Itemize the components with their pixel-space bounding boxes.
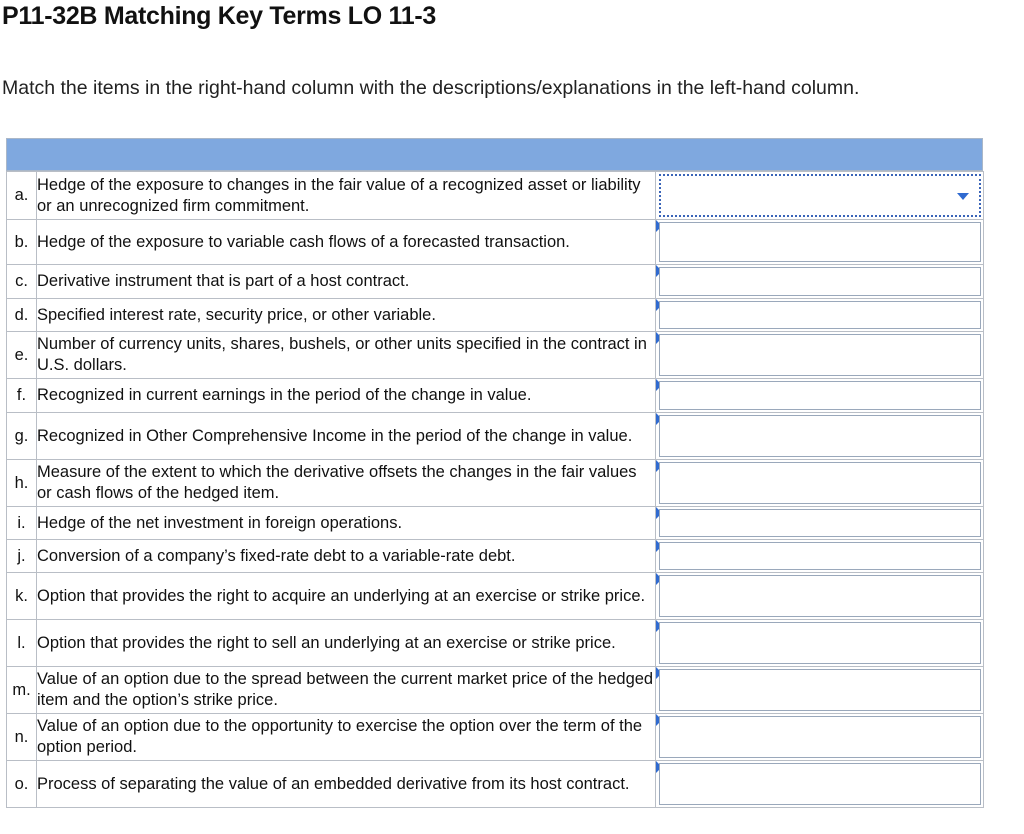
table-row: [7, 540, 984, 573]
row-letter: n.: [7, 714, 37, 761]
answer-select[interactable]: [659, 542, 981, 570]
answer-select[interactable]: [659, 462, 981, 504]
row-letter: b.: [7, 220, 37, 265]
answer-cell: [656, 573, 984, 620]
answer-select[interactable]: [659, 174, 981, 217]
row-letter: o.: [7, 761, 37, 808]
table-row: [7, 460, 984, 507]
answer-select[interactable]: [659, 716, 981, 758]
table-row: [7, 299, 984, 332]
row-description: Hedge of the exposure to changes in the fair value of a recognized asset or liability or an unrecognized firm commitment.: [37, 172, 656, 220]
row-letter: h.: [7, 460, 37, 507]
row-letter: f.: [7, 379, 37, 413]
answer-cell: [656, 667, 984, 714]
row-letter: g.: [7, 413, 37, 460]
answer-select[interactable]: [659, 575, 981, 617]
row-description: Derivative instrument that is part of a host contract.: [37, 265, 656, 299]
answer-cell: [656, 220, 984, 265]
table-row: [7, 172, 984, 220]
row-description: Recognized in Other Comprehensive Income in the period of the change in value.: [37, 413, 656, 460]
row-letter: j.: [7, 540, 37, 573]
page-title: P11-32B Matching Key Terms LO 11-3: [2, 2, 436, 30]
row-description: Process of separating the value of an embedded derivative from its host contract.: [37, 761, 656, 808]
answer-cell: [656, 507, 984, 540]
row-letter: c.: [7, 265, 37, 299]
answer-cell: [656, 540, 984, 573]
row-letter: m.: [7, 667, 37, 714]
table-row: [7, 413, 984, 460]
answer-select[interactable]: [659, 509, 981, 537]
matching-table: [6, 138, 983, 808]
row-description: Measure of the extent to which the derivative offsets the changes in the fair values or cash flows of the hedged item.: [37, 460, 656, 507]
answer-cell: [656, 265, 984, 299]
row-description: Value of an option due to the spread between the current market price of the hedged item and the option’s strike price.: [37, 667, 656, 714]
dropdown-caret-icon[interactable]: [957, 193, 969, 200]
row-description: Value of an option due to the opportunity to exercise the option over the term of the option period.: [37, 714, 656, 761]
row-description: Option that provides the right to sell an underlying at an exercise or strike price.: [37, 620, 656, 667]
row-letter: k.: [7, 573, 37, 620]
answer-select[interactable]: [659, 622, 981, 664]
answer-cell: [656, 620, 984, 667]
table-row: [7, 265, 984, 299]
table-row: [7, 220, 984, 265]
table-row: [7, 667, 984, 714]
row-description: Recognized in current earnings in the period of the change in value.: [37, 379, 656, 413]
table-header-bar: [6, 138, 983, 171]
answer-select[interactable]: [659, 381, 981, 410]
row-description: Hedge of the exposure to variable cash flows of a forecasted transaction.: [37, 220, 656, 265]
answer-select[interactable]: [659, 669, 981, 711]
matching-rows: [6, 171, 984, 808]
answer-select[interactable]: [659, 415, 981, 457]
table-row: [7, 379, 984, 413]
row-description: Hedge of the net investment in foreign operations.: [37, 507, 656, 540]
answer-cell: [656, 332, 984, 379]
table-row: [7, 507, 984, 540]
instructions-text: Match the items in the right-hand column with the descriptions/explanations in the left-hand column.: [2, 77, 860, 99]
answer-cell: [656, 172, 984, 220]
row-letter: e.: [7, 332, 37, 379]
row-letter: a.: [7, 172, 37, 220]
row-description: Specified interest rate, security price, or other variable.: [37, 299, 656, 332]
answer-select[interactable]: [659, 267, 981, 296]
answer-cell: [656, 460, 984, 507]
answer-cell: [656, 714, 984, 761]
row-letter: l.: [7, 620, 37, 667]
row-description: Number of currency units, shares, bushels, or other units specified in the contract in U.S. dollars.: [37, 332, 656, 379]
answer-cell: [656, 761, 984, 808]
row-letter: i.: [7, 507, 37, 540]
answer-select[interactable]: [659, 763, 981, 805]
table-row: [7, 620, 984, 667]
answer-cell: [656, 299, 984, 332]
answer-select[interactable]: [659, 222, 981, 262]
answer-select[interactable]: [659, 334, 981, 376]
row-description: Option that provides the right to acquire an underlying at an exercise or strike price.: [37, 573, 656, 620]
table-row: [7, 573, 984, 620]
row-letter: d.: [7, 299, 37, 332]
row-description: Conversion of a company’s fixed-rate debt to a variable-rate debt.: [37, 540, 656, 573]
table-row: [7, 714, 984, 761]
answer-select[interactable]: [659, 301, 981, 329]
answer-cell: [656, 379, 984, 413]
table-row: [7, 761, 984, 808]
table-row: [7, 332, 984, 379]
answer-cell: [656, 413, 984, 460]
